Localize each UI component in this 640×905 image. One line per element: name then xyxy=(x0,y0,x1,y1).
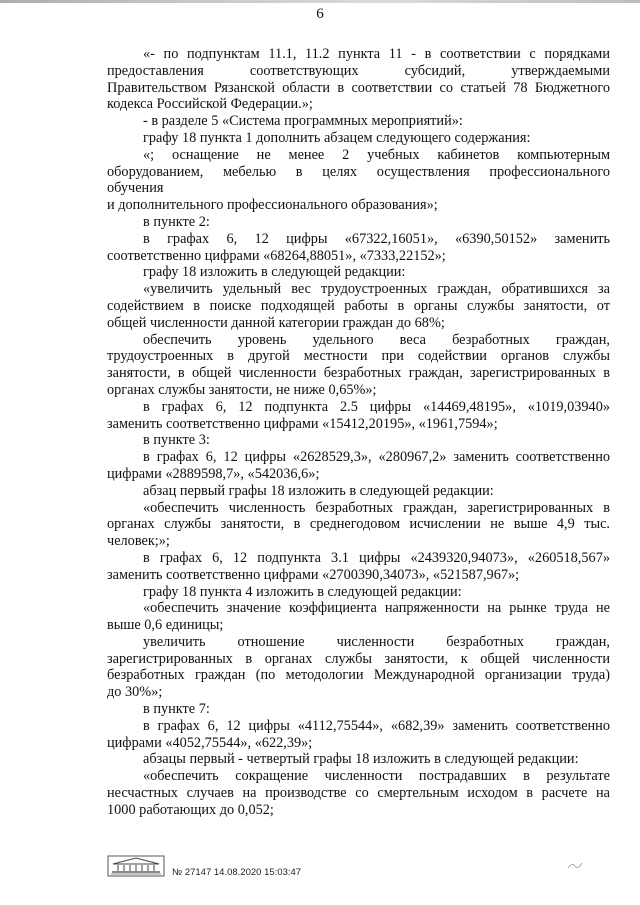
text-line: органах службы занятости, в среднегодовом исчислении не выше 4,9 тыс. xyxy=(107,516,610,533)
text-line: трудоустроенных в другой местности при содействии органов службы xyxy=(107,348,610,365)
text-line: «обеспечить значение коэффициента напряженности на рынке труда не xyxy=(143,600,610,617)
text-line: «увеличить удельный вес трудоустроенных граждан, обратившихся за xyxy=(143,281,610,298)
text-line: графу 18 пункта 4 изложить в следующей редакции: xyxy=(143,583,462,600)
text-line: в графах 6, 12 подпункта 3.1 цифры «2439320,94073», «260518,567» xyxy=(143,549,610,566)
text-line: до 30%»; xyxy=(107,684,163,701)
text-line: в графах 6, 12 подпункта 2.5 цифры «14469,48195», «1019,03940» xyxy=(143,398,610,415)
text-line: безработных граждан (по методологии Международной организации труда) xyxy=(107,667,610,684)
text-line: в пункте 3: xyxy=(143,432,210,449)
text-line: обучения xyxy=(107,180,164,197)
text-line: «; оснащение не менее 2 учебных кабинетов компьютерным xyxy=(143,146,610,163)
text-line: графу 18 изложить в следующей редакции: xyxy=(143,264,406,281)
scan-top-edge xyxy=(0,0,640,3)
scan-artifact-icon xyxy=(566,858,584,872)
text-line: 1000 работающих до 0,052; xyxy=(107,801,274,818)
text-line: общей численности данной категории граждан до 68%; xyxy=(107,314,445,331)
text-line: предоставления соответствующих субсидий, утверждаемыми xyxy=(107,62,610,79)
text-line: заменить соответственно цифрами «2700390,34073», «521587,967»; xyxy=(107,566,520,583)
text-line: цифрами «2889598,7», «542036,6»; xyxy=(107,465,320,482)
text-line: в графах 6, 12 цифры «4112,75544», «682,39» заменить соответственно xyxy=(143,717,610,734)
page-number: 6 xyxy=(316,6,324,22)
text-line: абзац первый графы 18 изложить в следующей редакции: xyxy=(143,482,494,499)
text-line: и дополнительного профессионального образования»; xyxy=(107,197,438,214)
text-line: «- по подпунктам 11.1, 11.2 пункта 11 - в соответствии с порядками xyxy=(143,46,610,62)
building-seal-icon xyxy=(107,855,165,877)
text-line: заменить соответственно цифрами «15412,20195», «1961,7594»; xyxy=(107,415,498,432)
text-line: содействием в поиске подходящей работы в органы службы занятости, от xyxy=(107,297,610,314)
document-body xyxy=(107,46,610,819)
text-line: увеличить отношение численности безработных граждан, xyxy=(143,633,610,650)
text-line: Правительством Рязанской области в соответствии со статьей 78 Бюджетного xyxy=(107,79,610,96)
text-line: в пункте 7: xyxy=(143,701,210,718)
text-line: в графах 6, 12 цифры «67322,16051», «6390,50152» заменить xyxy=(143,230,610,247)
text-line: занятости, в общей численности безработных граждан, зарегистрированных в xyxy=(107,365,610,382)
text-line: несчастных случаев на производстве со смертельным исходом в расчете на xyxy=(107,785,610,802)
text-line: выше 0,6 единицы; xyxy=(107,617,224,634)
text-line: оборудованием, мебелью в целях осуществления профессионального xyxy=(107,163,610,180)
text-line: органах службы занятости, не ниже 0,65%»; xyxy=(107,381,377,398)
text-line: обеспечить уровень удельного веса безработных граждан, xyxy=(143,331,610,348)
page-footer xyxy=(107,852,407,884)
text-line: «обеспечить сокращение численности пострадавших в результате xyxy=(143,768,610,785)
document-registration-stamp: № 27147 14.08.2020 15:03:47 xyxy=(172,867,302,878)
text-line: абзацы первый - четвертый графы 18 изложить в следующей редакции: xyxy=(143,751,579,768)
text-line: кодекса Российской Федерации.»; xyxy=(107,96,313,113)
text-line: графу 18 пункта 1 дополнить абзацем следующего содержания: xyxy=(143,129,531,146)
text-line: «обеспечить численность безработных граждан, зарегистрированных в xyxy=(143,499,610,516)
text-line: человек;»; xyxy=(107,533,170,550)
text-line: - в разделе 5 «Система программных мероприятий»: xyxy=(143,113,463,130)
text-line: в пункте 2: xyxy=(143,213,210,230)
text-line: зарегистрированных в органах службы занятости, к общей численности xyxy=(107,650,610,667)
text-line: соответственно цифрами «68264,88051», «7333,22152»; xyxy=(107,247,446,264)
text-line: цифрами «4052,75544», «622,39»; xyxy=(107,734,313,751)
text-line: в графах 6, 12 цифры «2628529,3», «280967,2» заменить соответственно xyxy=(143,449,610,466)
